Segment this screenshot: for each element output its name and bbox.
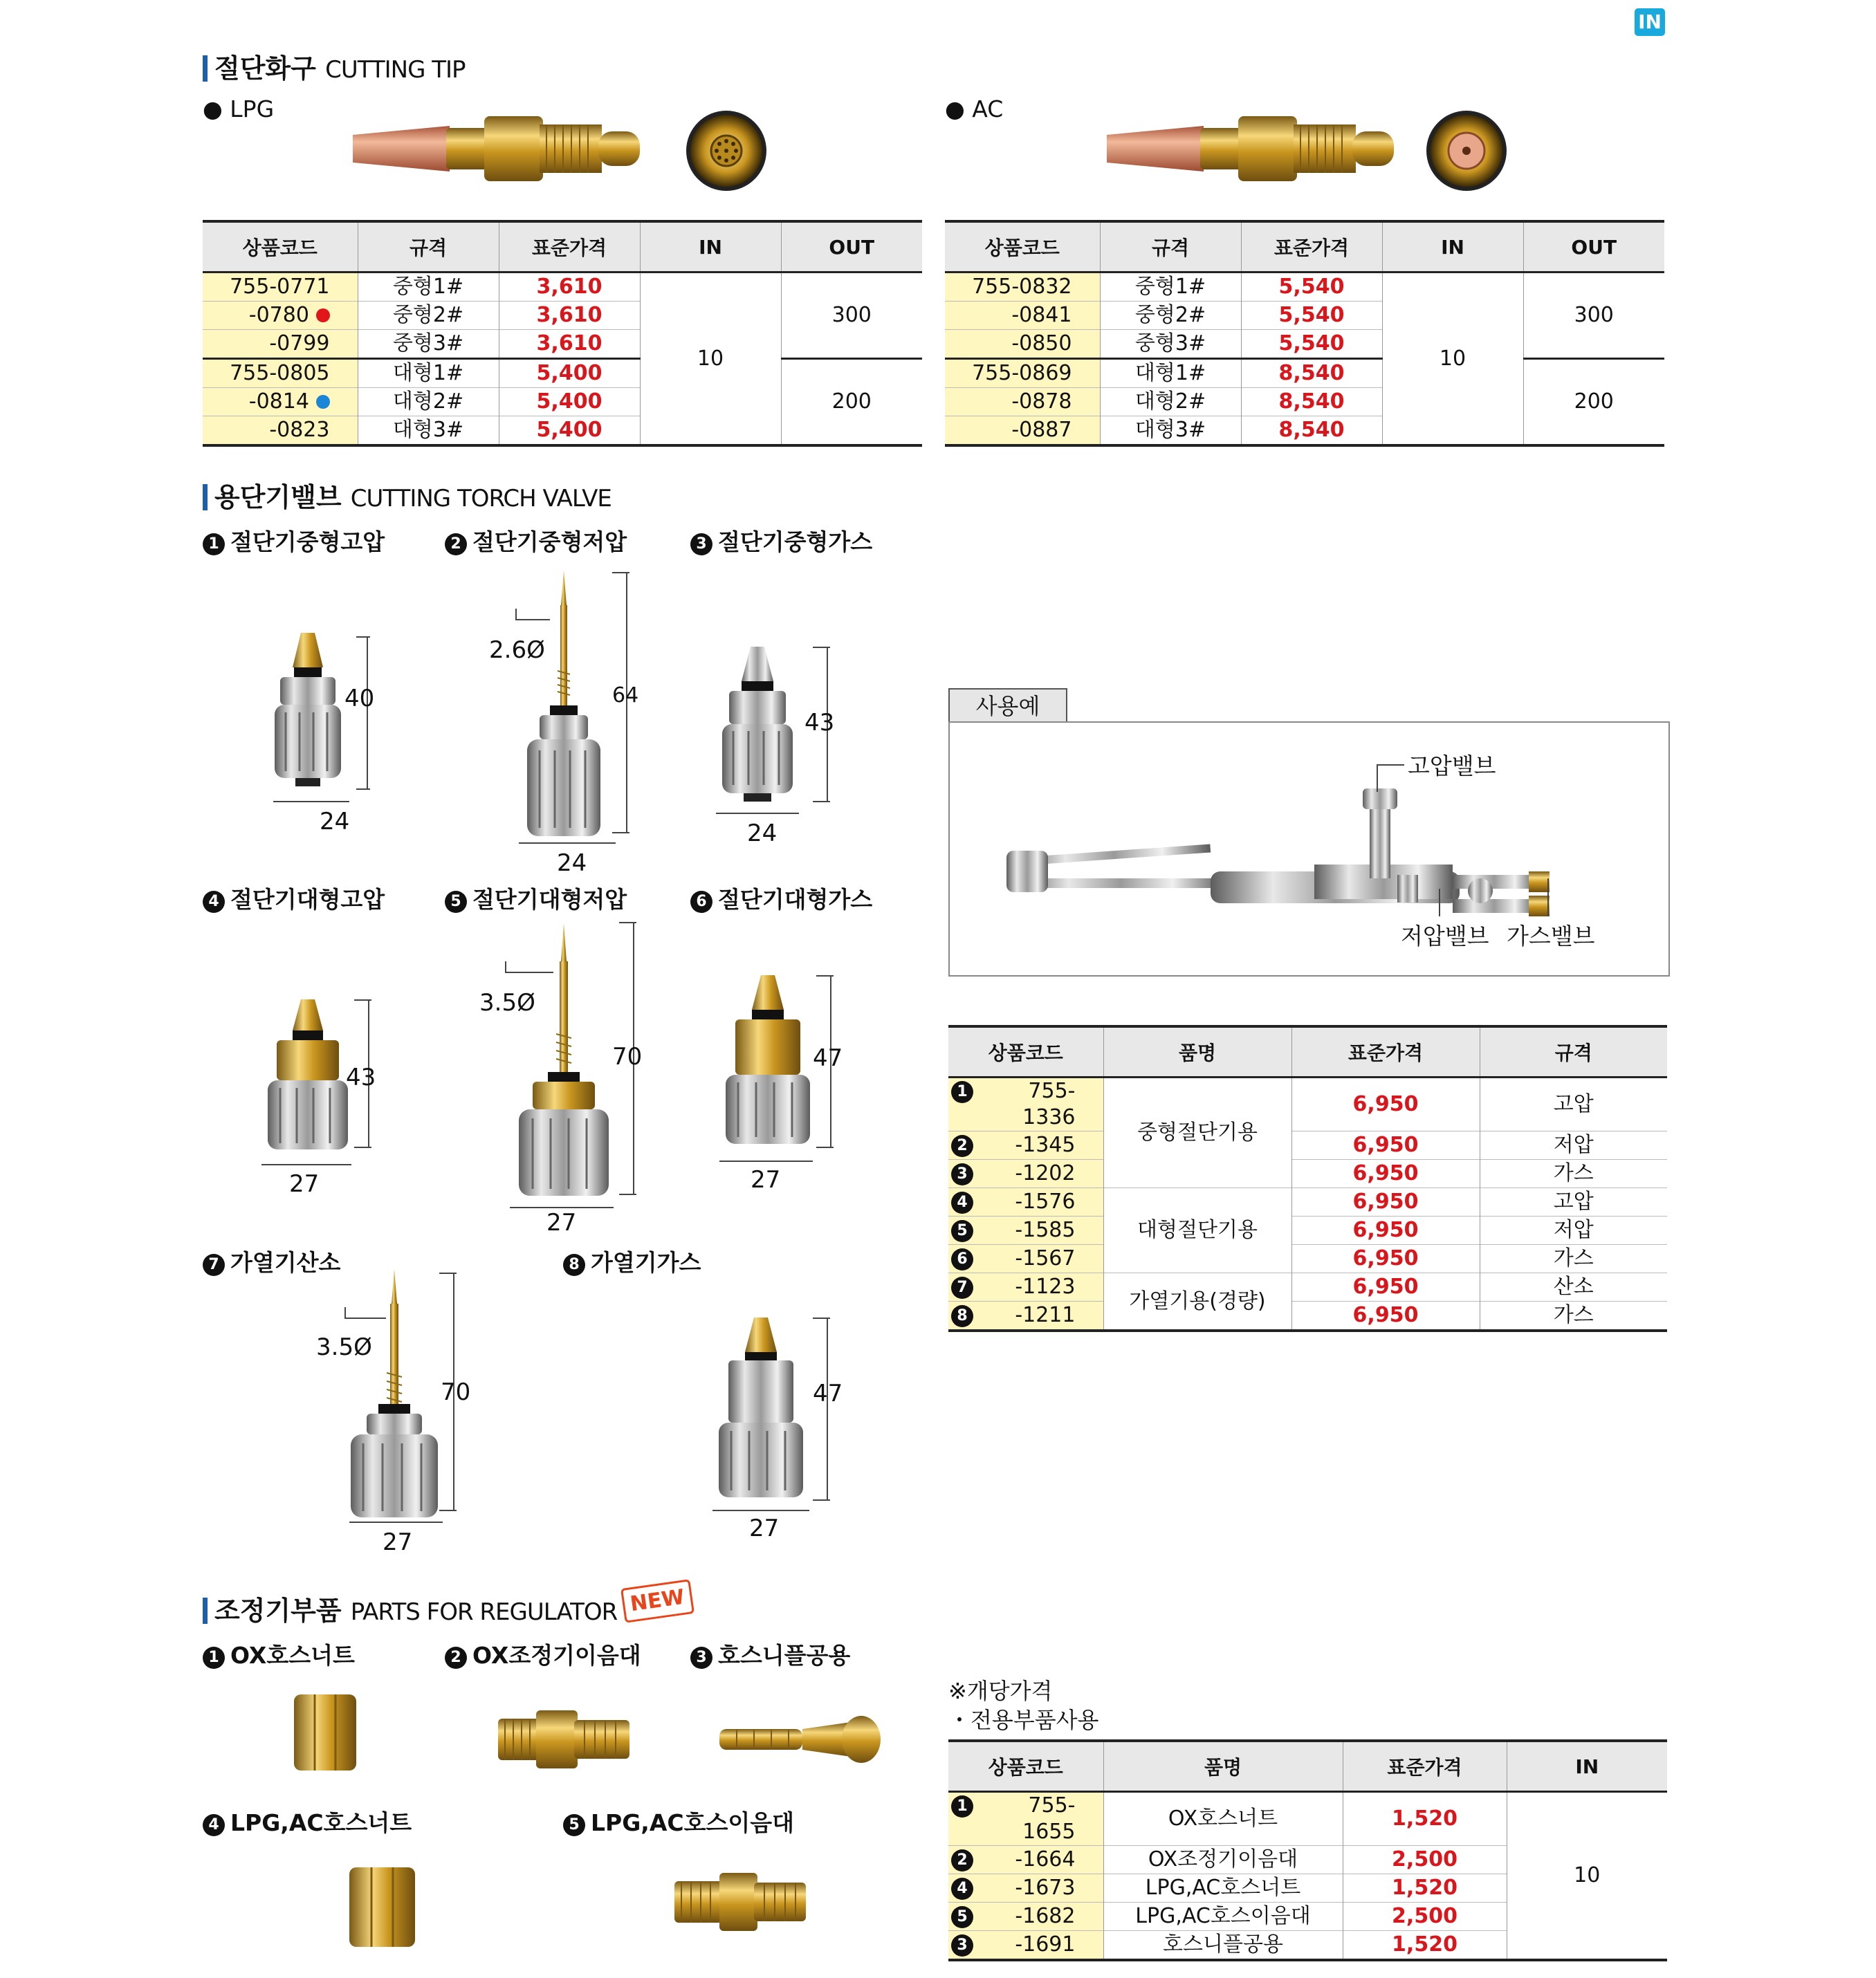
part-caption-5: 5 LPG,AC호스이음대 — [563, 1805, 794, 1838]
valve-5-width: 27 — [546, 1209, 577, 1237]
table-row: -0814 대형2# 5,400 — [203, 388, 922, 416]
high-pressure-valve-label: 고압밸브 — [1408, 752, 1496, 779]
valve-caption-3: 3 절단기중형가스 — [690, 524, 872, 557]
valve-1-height: 40 — [344, 685, 375, 712]
ox-regulator-fitting-image — [498, 1705, 629, 1774]
table-row: 6 -1567 6,950 가스 — [948, 1245, 1667, 1273]
valve-caption-7: 7 가열기산소 — [203, 1245, 340, 1277]
valve-caption-4: 4 절단기대형고압 — [203, 882, 385, 914]
lpg-ac-hose-fitting-image — [674, 1867, 806, 1937]
ac-cutting-tip-image — [1107, 111, 1397, 187]
table-row: 3 -1691 호스니플공용 1,520 — [948, 1931, 1667, 1961]
lpg-label: ● LPG — [203, 95, 275, 122]
valve-caption-6: 6 절단기대형가스 — [690, 882, 872, 914]
valve-2-diameter: 2.6Ø — [489, 636, 545, 664]
valve-3-image — [712, 647, 802, 806]
table-row: -0780 중형2# 3,610 — [203, 302, 922, 330]
ac-label: ● AC — [945, 95, 1004, 122]
usage-tab: 사용예 — [948, 688, 1067, 723]
valve-caption-2: 2 절단기중형저압 — [445, 524, 627, 557]
section-title-regulator: 조정기부품 PARTS FOR REGULATOR — [203, 1589, 617, 1627]
torch-image — [968, 754, 1646, 934]
table-row: 755-0771 중형1# 3,610 10 300 — [203, 272, 922, 302]
table-row: 2 -1345 6,950 저압 — [948, 1131, 1667, 1160]
valve-6-width: 27 — [751, 1166, 781, 1194]
table-row: 1 755-1655 OX호스너트 1,520 10 — [948, 1792, 1667, 1846]
table-row: 755-0832 중형1# 5,540 10 300 — [945, 272, 1664, 302]
table-row: -0878 대형2# 8,540 — [945, 388, 1664, 416]
valve-6-height: 47 — [813, 1044, 843, 1072]
valve-7-diameter: 3.5Ø — [316, 1333, 372, 1361]
valve-4-width: 27 — [289, 1170, 320, 1198]
table-row: 5 -1682 LPG,AC호스이음대 2,500 — [948, 1903, 1667, 1931]
note-unit-price: ※개당가격 — [948, 1678, 1053, 1704]
valve-caption-1: 1 절단기중형고압 — [203, 524, 385, 557]
valve-1-image — [266, 633, 356, 792]
part-caption-3: 3 호스니플공용 — [690, 1638, 850, 1670]
valve-2-image — [512, 571, 616, 844]
valve-5-diameter: 3.5Ø — [479, 989, 535, 1017]
valve-6-image — [716, 975, 820, 1152]
gas-valve-label: 가스밸브 — [1507, 923, 1595, 950]
ox-hose-nut-image — [291, 1688, 360, 1777]
table-row: -0887 대형3# 8,540 — [945, 416, 1664, 446]
table-row: 755-0805 대형1# 5,400 200 — [203, 359, 922, 388]
part-caption-2: 2 OX조정기이음대 — [445, 1638, 641, 1670]
ac-tip-face-image — [1425, 109, 1508, 192]
table-row: 1 755-1336 중형절단기용 6,950 고압 — [948, 1078, 1667, 1131]
valve-5-image — [505, 923, 623, 1200]
lpg-tip-table: 상품코드 규격 표준가격 IN OUT 755-0771 중형1# 3,610 10 300 -0780 중형2# 3,610 -0799 중형3# 3,610 755-0805 대형1# 5,400 200 -0814 대형2# 5,400 -0823 대형3# 5,400 — [203, 220, 922, 447]
table-row: 5 -1585 6,950 저압 — [948, 1217, 1667, 1245]
table-row: 3 -1202 6,950 가스 — [948, 1160, 1667, 1188]
table-row: 8 -1211 6,950 가스 — [948, 1302, 1667, 1331]
table-row: 755-0869 대형1# 8,540 200 — [945, 359, 1664, 388]
table-row: 4 -1673 LPG,AC호스너트 1,520 — [948, 1874, 1667, 1903]
table-row: -0841 중형2# 5,540 — [945, 302, 1664, 330]
low-pressure-valve-label: 저압밸브 — [1401, 923, 1489, 950]
valve-8-width: 27 — [749, 1515, 780, 1542]
regulator-parts-table: 상품코드 품명 표준가격 IN 1 755-1655 OX호스너트 1,520 10 2 -1664 OX조정기이음대 2,500 4 -1673 LPG,AC호스너트 1,520 5 -1682 LPG,AC호스이음대 2,500 3 -1691 호스니플공용 1,520 — [948, 1739, 1667, 1961]
valve-8-height: 47 — [813, 1380, 843, 1407]
valve-1-width: 24 — [320, 808, 350, 835]
valve-3-width: 24 — [747, 820, 778, 847]
section-title-cutting-tip: 절단화구 CUTTING TIP — [203, 47, 466, 85]
valve-5-height: 70 — [612, 1043, 643, 1071]
table-row: 4 -1576 대형절단기용 6,950 고압 — [948, 1188, 1667, 1217]
ac-tip-table: 상품코드 규격 표준가격 IN OUT 755-0832 중형1# 5,540 10 300 -0841 중형2# 5,540 -0850 중형3# 5,540 755-0869 대형1# 8,540 200 -0878 대형2# 8,540 -0887 대형3# 8,540 — [945, 220, 1664, 447]
table-row: 2 -1664 OX조정기이음대 2,500 — [948, 1846, 1667, 1874]
new-badge: NEW — [620, 1579, 695, 1623]
section-title-valve: 용단기밸브 CUTTING TORCH VALVE — [203, 476, 611, 514]
blue-dot-marker — [316, 395, 330, 409]
table-row: -0799 중형3# 3,610 — [203, 330, 922, 359]
red-dot-marker — [316, 308, 330, 322]
table-row: -0850 중형3# 5,540 — [945, 330, 1664, 359]
valve-2-height: 64 — [612, 683, 639, 708]
valve-7-height: 70 — [441, 1378, 471, 1406]
part-caption-4: 4 LPG,AC호스너트 — [203, 1805, 412, 1838]
valve-4-height: 43 — [346, 1064, 376, 1091]
valve-4-image — [259, 999, 356, 1152]
lpg-ac-hose-nut-image — [346, 1860, 419, 1954]
valve-7-image — [342, 1269, 446, 1522]
table-row: -0823 대형3# 5,400 — [203, 416, 922, 446]
valve-caption-8: 8 가열기가스 — [563, 1245, 701, 1277]
valve-3-height: 43 — [804, 709, 835, 737]
valve-7-width: 27 — [383, 1528, 413, 1556]
hose-nipple-image — [719, 1712, 882, 1767]
valve-price-table: 상품코드 품명 표준가격 규격 1 755-1336 중형절단기용 6,950 고압 2 -1345 6,950 저압 3 -1202 6,950 가스 4 -1576 대형절단기용 6,950 고압 5 -1585 6,950 저압 6 -1567 6,950 가스 7 -1123 가열기용(경량) 6,950 산소 8 -1211 6,950 가스 — [948, 1025, 1667, 1332]
valve-8-image — [709, 1318, 813, 1504]
table-row: 7 -1123 가열기용(경량) 6,950 산소 — [948, 1273, 1667, 1302]
valve-2-width: 24 — [557, 849, 587, 877]
part-caption-1: 1 OX호스너트 — [203, 1638, 355, 1670]
lpg-cutting-tip-image — [353, 111, 643, 187]
in-badge: IN — [1635, 8, 1665, 36]
lpg-tip-face-image — [685, 109, 768, 192]
valve-caption-5: 5 절단기대형저압 — [445, 882, 627, 914]
note-dedicated-parts: ・전용부품사용 — [948, 1707, 1099, 1733]
